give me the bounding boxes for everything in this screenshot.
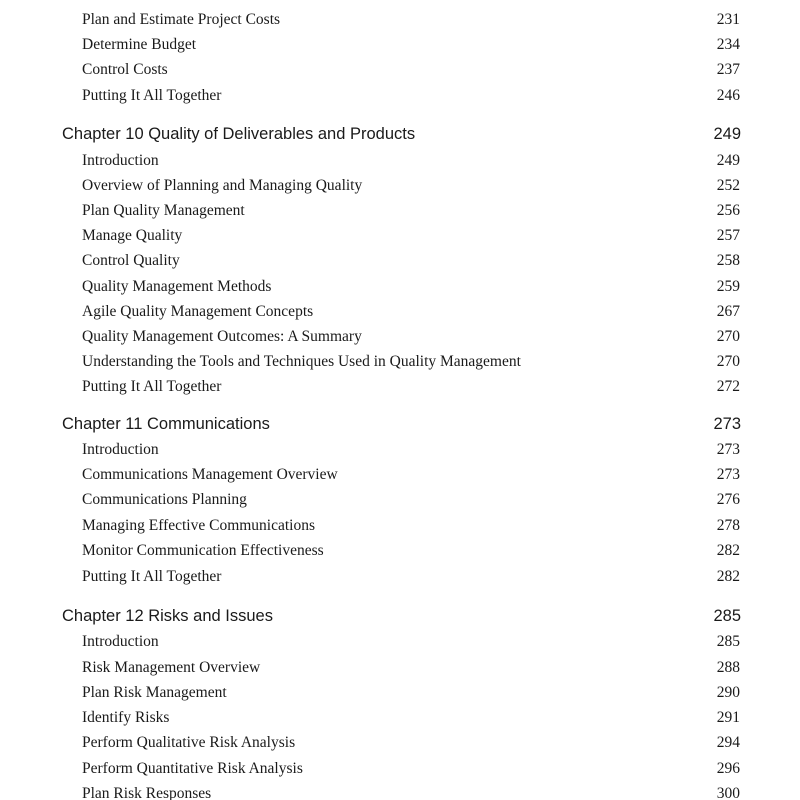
toc-entry[interactable]	[82, 376, 740, 398]
toc-entry[interactable]	[82, 9, 740, 31]
toc-entry-title: Perform Quantitative Risk Analysis	[82, 760, 303, 777]
toc-entry-page: 282	[716, 568, 740, 585]
toc-entry-title: Overview of Planning and Managing Quality	[82, 177, 363, 194]
toc-entry[interactable]	[82, 439, 740, 461]
toc-entry-page: 285	[716, 633, 740, 650]
toc-entry-page: 296	[716, 760, 740, 777]
toc-entry[interactable]	[82, 489, 740, 511]
toc-entry-title: Introduction	[82, 633, 159, 650]
toc-entry-page: 257	[716, 227, 740, 244]
toc-entry-title: Quality Management Outcomes: A Summary	[82, 328, 362, 345]
toc-entry-page: 234	[716, 36, 740, 53]
toc-entry-page: 300	[716, 785, 740, 800]
toc-entry[interactable]	[82, 150, 740, 172]
toc-entry-title: Manage Quality	[82, 227, 183, 244]
toc-entry-page: 256	[716, 202, 740, 219]
toc-entry-page: 276	[716, 491, 740, 508]
toc-entry-title: Quality Management Methods	[82, 278, 272, 295]
toc-entry-title: Managing Effective Communications	[82, 517, 316, 534]
toc-entry[interactable]	[82, 515, 740, 537]
chapter-page: 285	[713, 607, 741, 625]
toc-entry-title: Putting It All Together	[82, 378, 222, 395]
toc-entry-page: 270	[716, 328, 740, 345]
chapter-title: Chapter 11 Communications	[62, 415, 270, 433]
toc-entry-page: 231	[716, 11, 740, 28]
toc-entry-title: Understanding the Tools and Techniques Used in Quality Management	[82, 353, 521, 370]
toc-entry-page: 267	[716, 303, 740, 320]
toc-entry-title: Communications Management Overview	[82, 466, 338, 483]
toc-entry-title: Risk Management Overview	[82, 659, 261, 676]
toc-entry-page: 258	[716, 252, 740, 269]
chapter-page: 273	[713, 415, 741, 433]
toc-entry-page: 294	[716, 734, 740, 751]
toc-entry-title: Plan Quality Management	[82, 202, 245, 219]
toc-entry[interactable]	[82, 682, 740, 704]
toc-entry-title: Plan and Estimate Project Costs	[82, 11, 281, 28]
toc-entry-page: 288	[716, 659, 740, 676]
chapter-page: 249	[713, 125, 741, 143]
toc-entry[interactable]	[82, 707, 740, 729]
toc-entry-title: Putting It All Together	[82, 87, 222, 104]
toc-entry[interactable]	[82, 657, 740, 679]
toc-entry-title: Putting It All Together	[82, 568, 222, 585]
toc-entry-page: 270	[716, 353, 740, 370]
chapter-title: Chapter 10 Quality of Deliverables and Products	[62, 125, 416, 143]
toc-entry-title: Determine Budget	[82, 36, 197, 53]
toc-entry-page: 272	[716, 378, 740, 395]
chapter-heading[interactable]	[62, 412, 741, 436]
toc-entry-title: Control Costs	[82, 61, 168, 78]
chapter-heading[interactable]	[62, 122, 741, 146]
toc-entry-page: 246	[716, 87, 740, 104]
toc-entry-title: Plan Risk Management	[82, 684, 227, 701]
toc-entry[interactable]	[82, 631, 740, 653]
toc-entry-title: Introduction	[82, 441, 159, 458]
toc-entry-page: 252	[716, 177, 740, 194]
toc-entry-page: 290	[716, 684, 740, 701]
toc-entry-title: Communications Planning	[82, 491, 247, 508]
toc-entry[interactable]	[82, 758, 740, 780]
toc-entry[interactable]	[82, 301, 740, 323]
toc-entry[interactable]	[82, 250, 740, 272]
toc-entry[interactable]	[82, 566, 740, 588]
toc-entry-title: Control Quality	[82, 252, 180, 269]
toc-entry-title: Agile Quality Management Concepts	[82, 303, 314, 320]
toc-entry[interactable]	[82, 464, 740, 486]
toc-entry[interactable]	[82, 175, 740, 197]
toc-entry[interactable]	[82, 351, 740, 373]
toc-entry-title: Plan Risk Responses	[82, 785, 212, 800]
toc-entry[interactable]	[82, 225, 740, 247]
chapter-heading[interactable]	[62, 604, 741, 628]
toc-entry-title: Identify Risks	[82, 709, 170, 726]
toc-entry-page: 259	[716, 278, 740, 295]
chapter-title: Chapter 12 Risks and Issues	[62, 607, 273, 625]
toc-entry-page: 249	[716, 152, 740, 169]
toc-entry-title: Introduction	[82, 152, 159, 169]
toc-entry[interactable]	[82, 540, 740, 562]
toc-entry-page: 273	[716, 441, 740, 458]
toc-entry[interactable]	[82, 34, 740, 56]
toc-entry[interactable]	[82, 732, 740, 754]
toc-entry[interactable]	[82, 200, 740, 222]
toc-entry-page: 291	[716, 709, 740, 726]
toc-entry-title: Perform Qualitative Risk Analysis	[82, 734, 296, 751]
toc-entry[interactable]	[82, 276, 740, 298]
toc-entry-page: 282	[716, 542, 740, 559]
toc-entry[interactable]	[82, 783, 740, 800]
toc-entry[interactable]	[82, 85, 740, 107]
toc-entry-page: 273	[716, 466, 740, 483]
toc-entry-page: 278	[716, 517, 740, 534]
toc-entry-title: Monitor Communication Effectiveness	[82, 542, 324, 559]
toc-entry-page: 237	[716, 61, 740, 78]
toc-entry[interactable]	[82, 59, 740, 81]
toc-entry[interactable]	[82, 326, 740, 348]
